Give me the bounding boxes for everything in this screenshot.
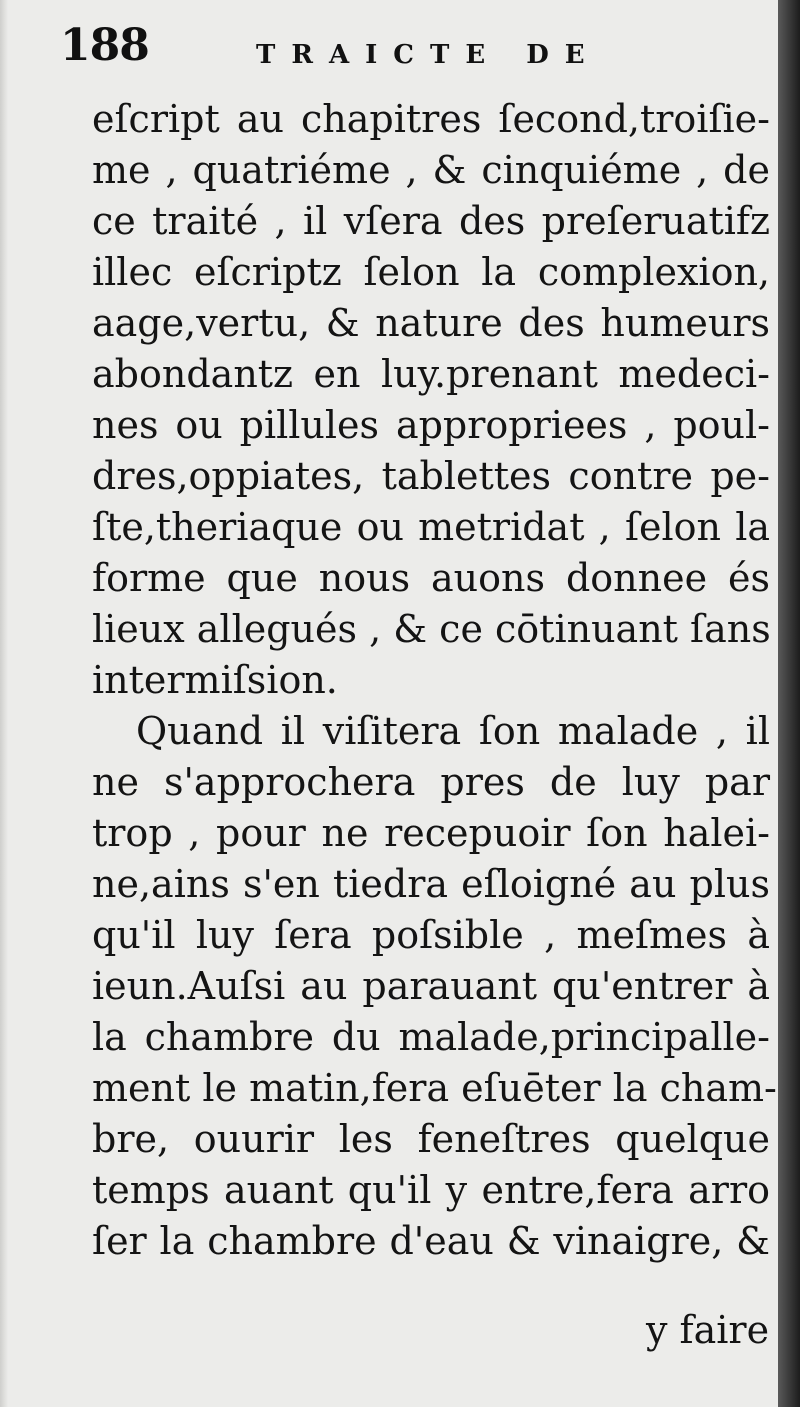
running-head: TRAICTE DE bbox=[256, 40, 601, 70]
text-line: trop , pour ne recepuoir ſon halei- bbox=[92, 811, 770, 855]
text-line: ce traité , il vſera des preſeruatifz bbox=[92, 199, 770, 243]
text-line: forme que nous auons donnee és bbox=[92, 556, 770, 600]
text-line: ment le matin,fera eſuēter la cham- bbox=[92, 1066, 777, 1110]
text-line: me , quatriéme , & cinquiéme , de bbox=[92, 148, 770, 192]
text-line: ne,ains s'en tiedra eſloigné au plus bbox=[92, 862, 770, 906]
body-text bbox=[92, 94, 777, 1267]
text-line: ſer la chambre d'eau & vinaigre, & bbox=[92, 1219, 770, 1263]
text-line: ieun.Auſsi au parauant qu'entrer à bbox=[92, 964, 770, 1008]
page-number: 188 bbox=[60, 20, 149, 71]
text-line: qu'il luy ſera poſsible , meſmes à bbox=[92, 913, 770, 957]
text-line: ne s'approchera pres de luy par bbox=[92, 760, 770, 804]
text-line: dres,oppiates, tablettes contre pe- bbox=[92, 454, 770, 498]
text-line: abondantz en luy.prenant medeci- bbox=[92, 352, 770, 396]
text-line: aage,vertu, & nature des humeurs bbox=[92, 301, 770, 345]
text-line: bre, ouurir les feneſtres quelque bbox=[92, 1117, 770, 1161]
text-line: nes ou pillules appropriees , poul- bbox=[92, 403, 770, 447]
text-line: ſte,theriaque ou metridat , ſelon la bbox=[92, 505, 770, 549]
page-header bbox=[60, 20, 760, 90]
catchword: y faire bbox=[646, 1308, 770, 1352]
text-line: eſcript au chapitres ſecond,troiſie- bbox=[92, 97, 770, 141]
text-line: temps auant qu'il y entre,fera arro bbox=[92, 1168, 770, 1212]
book-spine-shadow bbox=[778, 0, 800, 1407]
text-line: lieux allegués , & ce cōtinuant ſans bbox=[92, 607, 771, 651]
paragraph-end-line: intermiſsion. bbox=[92, 658, 338, 702]
page-edge bbox=[0, 0, 8, 1407]
text-line: la chambre du malade,principalle- bbox=[92, 1015, 770, 1059]
paragraph-start-line: Quand il viſitera ſon malade , il bbox=[136, 709, 770, 753]
text-line: illec eſcriptz ſelon la complexion, bbox=[92, 250, 770, 294]
